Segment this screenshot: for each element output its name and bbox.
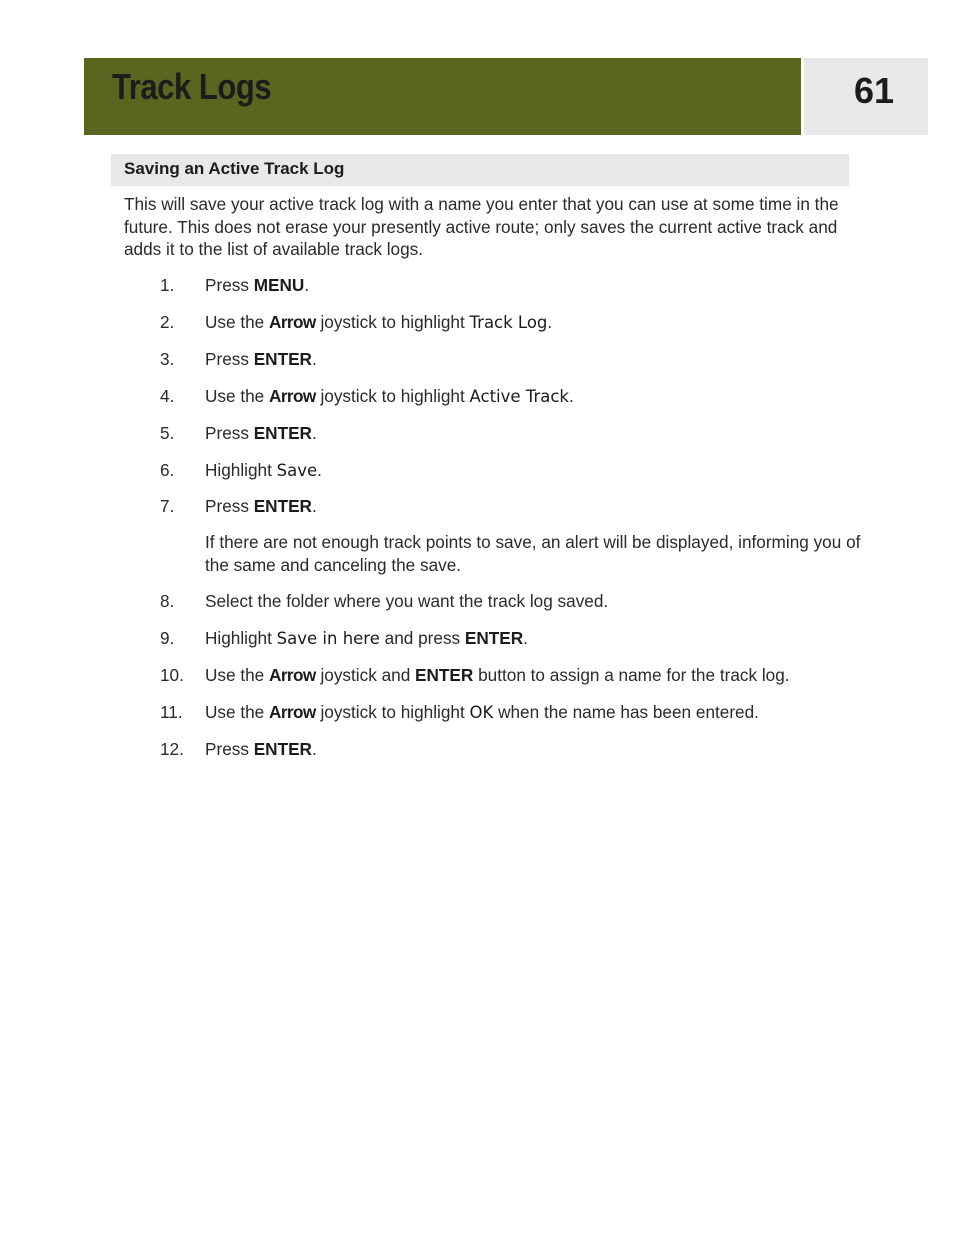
step-number: 8.: [160, 591, 175, 611]
key-label: ENTER: [253, 739, 312, 759]
section-title: Saving an Active Track Log: [124, 159, 345, 178]
key-label: MENU: [253, 275, 305, 295]
step-text: Press MENU.: [205, 275, 310, 295]
step-number: 10.: [160, 665, 184, 685]
step-note: If there are not enough track points to save, an alert will be displayed, informing you of the same and canceling the save.: [205, 532, 861, 575]
page-number-box: [804, 58, 928, 135]
screen-item-label: Active Track: [469, 387, 569, 406]
intro-paragraph: This will save your active track log with a name you enter that you can use at some time in the future. This does not erase your presently active route; only saves the current active track and adds it to the list of available track logs.: [124, 194, 839, 259]
step-number: 9.: [160, 628, 175, 648]
step-number: 11.: [160, 702, 183, 722]
key-label: ENTER: [253, 496, 312, 516]
step-text: Use the Arrow joystick to highlight Active Track.: [205, 386, 574, 406]
key-label: ENTER: [415, 665, 474, 685]
step-number: 2.: [160, 312, 175, 332]
step-text: Press ENTER.: [205, 496, 317, 516]
key-label: Arrow: [269, 702, 316, 722]
page-number: 61: [854, 70, 895, 111]
step-number: 4.: [160, 386, 175, 406]
step-text: Press ENTER.: [205, 423, 317, 443]
step-text: Use the Arrow joystick to highlight OK when the name has been entered.: [205, 702, 759, 722]
key-label: ENTER: [253, 349, 312, 369]
step-number: 5.: [160, 423, 175, 443]
step-text: Use the Arrow joystick and ENTER button to assign a name for the track log.: [205, 665, 790, 685]
key-label: Arrow: [269, 386, 316, 406]
step-number: 7.: [160, 496, 175, 516]
step-text: Press ENTER.: [205, 349, 317, 369]
chapter-title: Track Logs: [112, 66, 272, 107]
step-text: Use the Arrow joystick to highlight Track Log.: [205, 312, 553, 332]
key-label: Arrow: [269, 312, 316, 332]
key-label: ENTER: [253, 423, 312, 443]
step-text: Select the folder where you want the track log saved.: [205, 591, 609, 611]
step-number: 3.: [160, 349, 175, 369]
step-text: Highlight Save in here and press ENTER.: [205, 628, 528, 648]
chapter-header-bar: [84, 58, 801, 135]
screen-item-label: Save in here: [276, 629, 380, 648]
step-number: 6.: [160, 460, 175, 480]
key-label: Arrow: [269, 665, 316, 685]
step-number: 12.: [160, 739, 184, 759]
screen-item-label: Save: [276, 461, 318, 480]
key-label: ENTER: [464, 628, 524, 648]
screen-item-label: OK: [469, 703, 494, 722]
step-text: Highlight Save.: [205, 460, 322, 480]
section-header-bar: [111, 154, 849, 186]
step-text: Press ENTER.: [205, 739, 317, 759]
step-number: 1.: [160, 275, 175, 295]
screen-item-label: Track Log: [469, 313, 548, 332]
